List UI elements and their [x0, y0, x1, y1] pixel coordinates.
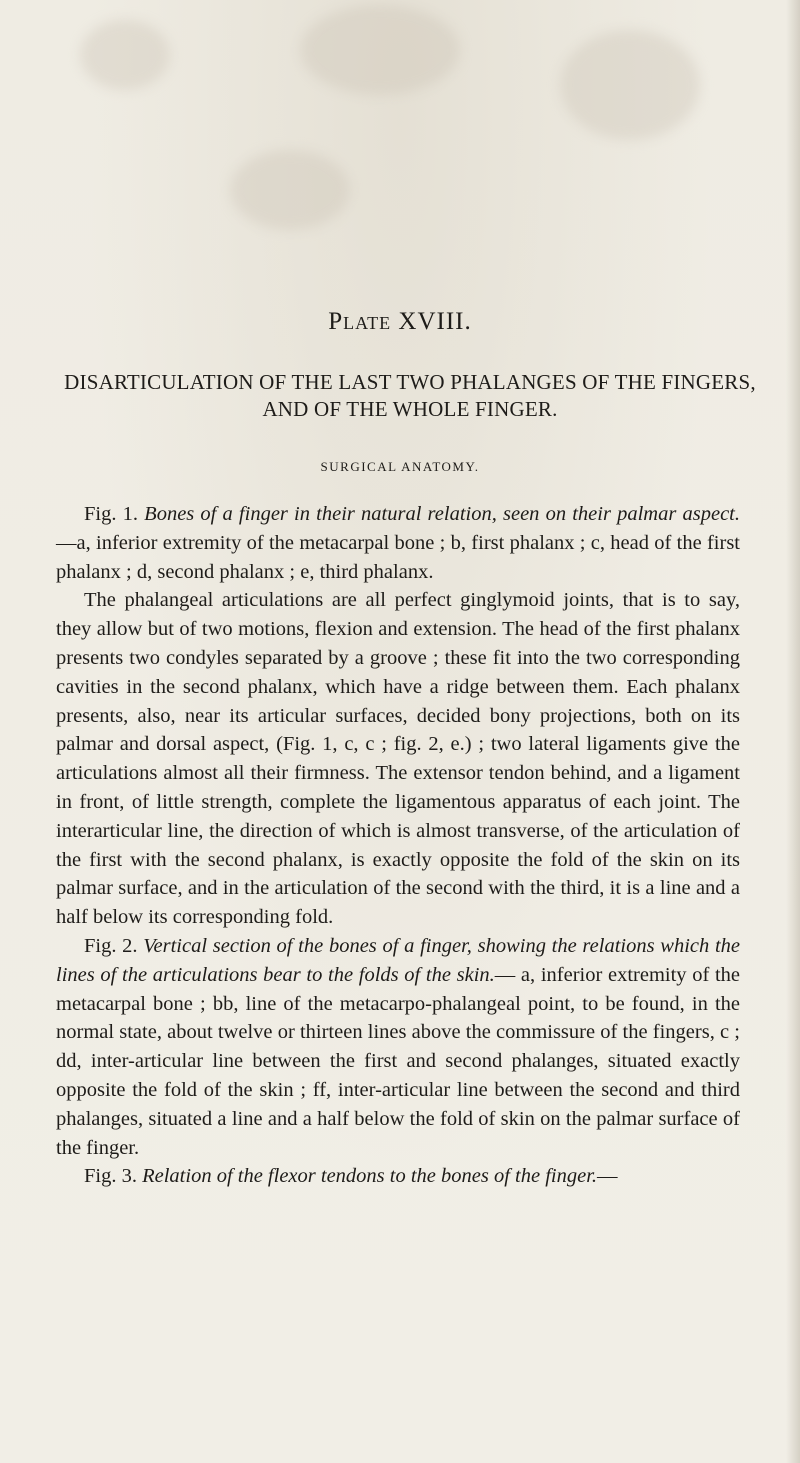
subheading: SURGICAL ANATOMY. [320, 459, 480, 474]
show-through-smudge [300, 5, 460, 95]
paragraph-text: — [597, 1165, 618, 1188]
paragraph-text: — a, inferior extremity of the metacarpal bone ; bb, line of the metacarpo-phalangeal point, to be found, in the normal state, about twelve or thirteen lines above the commissure of the fingers, c ; dd, inter-articular line between the first and second phalanges, situated exactly opposite the fold of the skin ; ff, inter-articular line between the second and third phalanges, situated a line and a half below the fold of skin on the palmar surface of the finger. [56, 963, 740, 1159]
fig-label: Fig. 3. [84, 1165, 137, 1188]
fig-caption: Bones of a finger in their natural relation, seen on their palmar aspect. [144, 503, 740, 525]
paragraph-text: The phalangeal articulations are all perfect ginglymoid joints, that is to say, they allow but of two motions, flexion and extension. The head of the first phalanx presents two condyles separated by a groove ; these fit into the two corresponding cavities in the second phalanx, which have a ridge between them. Each phalanx presents, also, near its articular surfaces, decided bony projections, both on its palmar and dorsal aspect, (Fig. 1, c, c ; fig. 2, e.) ; two lateral ligaments give the articulations almost all their firmness. The extensor tendon behind, and a ligament in front, of little strength, complete the ligamentous apparatus of each joint. The interarticular line, the direction of which is almost transverse, of the articulation of the first with the second phalanx, is exactly opposite the fold of the skin on its palmar surface, and in the articulation of the second with the third, it is a line and a half below its corresponding fold. [56, 589, 740, 929]
page-edge-shadow [786, 0, 800, 1463]
paragraph-fig-3 [56, 1162, 740, 1191]
paragraph-text: —a, inferior extremity of the metacarpal bone ; b, first phalanx ; c, head of the first phalanx ; d, second phalanx ; e, third phalanx. [56, 531, 740, 583]
fig-caption: Vertical section of the bones of a finger, showing the relations which the lines of the articulations bear to the folds of the skin. [56, 934, 740, 986]
section-heading: DISARTICULATION OF THE LAST TWO PHALANGES OF THE FINGERS, AND OF THE WHOLE FINGER. [64, 370, 756, 421]
fig-caption: Relation of the flexor tendons to the bones of the finger. [142, 1165, 598, 1188]
plate-title: Plate XVIII. [328, 308, 472, 335]
body-text [56, 500, 740, 1191]
fig-label: Fig. 2. [84, 934, 138, 957]
fig-label: Fig. 1. [84, 503, 139, 525]
show-through-smudge [230, 150, 350, 230]
show-through-smudge [560, 30, 700, 140]
paragraph-fig-1 [56, 500, 740, 586]
paragraph-articulations [56, 586, 740, 932]
show-through-smudge [80, 20, 170, 90]
paragraph-fig-2 [56, 932, 740, 1162]
